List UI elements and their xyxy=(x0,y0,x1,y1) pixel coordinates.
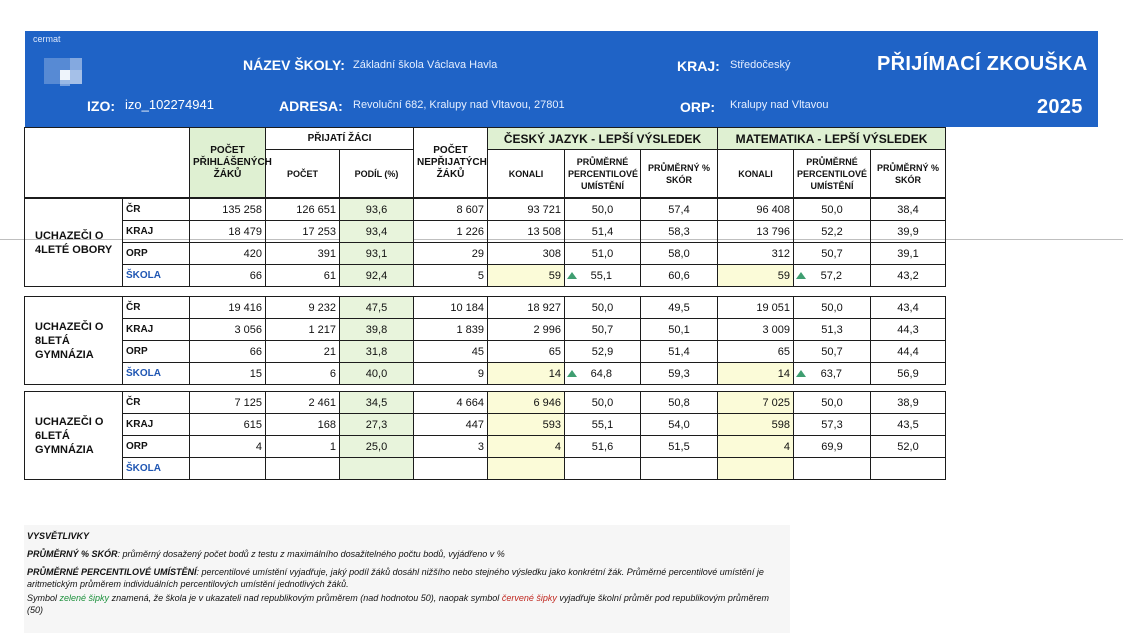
table-row xyxy=(25,297,946,319)
cell-cj-perc: 51,4 xyxy=(565,221,641,243)
row-label: ČR xyxy=(123,392,190,414)
cell-neprijati: 3 xyxy=(414,436,488,458)
cell-ma-skor: 38,4 xyxy=(871,199,946,221)
legend-perc-term: PRŮMĚRNÉ PERCENTILOVÉ UMÍSTĚNÍ xyxy=(27,567,197,577)
cell-prijati: 1 xyxy=(266,436,340,458)
cell-neprijati: 4 664 xyxy=(414,392,488,414)
group-label: UCHAZEČI O 4LETÉ OBORY xyxy=(25,199,123,287)
group-table xyxy=(24,296,946,385)
col-prijati-podil: PODÍL (%) xyxy=(340,150,414,198)
table-row xyxy=(25,199,946,221)
row-label: ORP xyxy=(123,243,190,265)
green-arrow-icon xyxy=(796,370,806,377)
col-ma-skor: PRŮMĚRNÝ % SKÓR xyxy=(871,150,946,198)
cell-prihlaseni: 19 416 xyxy=(190,297,266,319)
cell-cj-skor: 54,0 xyxy=(641,414,718,436)
cell-prijati: 61 xyxy=(266,265,340,287)
cell-podil: 93,6 xyxy=(340,199,414,221)
cell-cj-skor: 57,4 xyxy=(641,199,718,221)
cell-cj-skor: 58,0 xyxy=(641,243,718,265)
col-ma-konali: KONALI xyxy=(718,150,794,198)
cell-ma-konali: 3 009 xyxy=(718,319,794,341)
col-ma: MATEMATIKA - LEPŠÍ VÝSLEDEK xyxy=(718,128,946,150)
row-label: ČR xyxy=(123,199,190,221)
cell-ma-skor: 39,1 xyxy=(871,243,946,265)
cell-cj-skor: 50,8 xyxy=(641,392,718,414)
cell-ma-perc: 52,2 xyxy=(794,221,871,243)
cell-prijati: 1 217 xyxy=(266,319,340,341)
cell-cj-skor xyxy=(641,458,718,480)
cell-cj-skor: 51,4 xyxy=(641,341,718,363)
cell-ma-skor: 39,9 xyxy=(871,221,946,243)
cell-cj-perc: 50,0 xyxy=(565,392,641,414)
cell-cj-perc: 50,0 xyxy=(565,297,641,319)
cell-cj-perc xyxy=(565,363,641,385)
cell-ma-skor: 44,4 xyxy=(871,341,946,363)
orp-value: Kralupy nad Vltavou xyxy=(730,99,829,111)
cell-podil: 40,0 xyxy=(340,363,414,385)
cell-ma-perc: 57,3 xyxy=(794,414,871,436)
col-prijati: PŘIJATÍ ŽÁCI xyxy=(266,128,414,150)
cell-ma-konali: 312 xyxy=(718,243,794,265)
cell-podil: 27,3 xyxy=(340,414,414,436)
cell-cj-skor: 51,5 xyxy=(641,436,718,458)
cell-ma-konali: 96 408 xyxy=(718,199,794,221)
cell-prijati: 168 xyxy=(266,414,340,436)
region-label: KRAJ: xyxy=(677,58,720,74)
cell-value: 63,7 xyxy=(820,367,842,380)
cell-cj-konali: 2 996 xyxy=(488,319,565,341)
cell-prijati: 17 253 xyxy=(266,221,340,243)
year: 2025 xyxy=(1037,96,1083,118)
row-label: KRAJ xyxy=(123,414,190,436)
cell-cj-skor: 60,6 xyxy=(641,265,718,287)
legend-red-arrows: červené šipky xyxy=(501,593,557,603)
cell-cj-perc: 55,1 xyxy=(565,414,641,436)
table-row xyxy=(25,243,946,265)
table-row xyxy=(25,363,946,385)
cell-prihlaseni: 66 xyxy=(190,341,266,363)
cell-ma-konali: 598 xyxy=(718,414,794,436)
cell-prijati: 2 461 xyxy=(266,392,340,414)
cell-podil: 47,5 xyxy=(340,297,414,319)
legend-title: VYSVĚTLIVKY xyxy=(27,531,90,541)
cell-ma-konali: 4 xyxy=(718,436,794,458)
table-row xyxy=(25,221,946,243)
cell-cj-skor: 58,3 xyxy=(641,221,718,243)
cell-ma-skor: 56,9 xyxy=(871,363,946,385)
col-prihlaseni: POČET PŘIHLÁŠENÝCH ŽÁKŮ xyxy=(190,128,266,198)
cell-ma-konali: 65 xyxy=(718,341,794,363)
school-label: NÁZEV ŠKOLY: xyxy=(243,57,345,73)
region-value: Středočeský xyxy=(730,59,791,71)
cell-neprijati: 447 xyxy=(414,414,488,436)
school-value: Základní škola Václava Havla xyxy=(353,59,498,71)
logo-text: cermat xyxy=(33,34,61,44)
cell-ma-perc: 50,0 xyxy=(794,199,871,221)
row-label: ORP xyxy=(123,341,190,363)
cell-prihlaseni xyxy=(190,458,266,480)
cell-prihlaseni: 15 xyxy=(190,363,266,385)
cell-ma-konali: 7 025 xyxy=(718,392,794,414)
row-label: ŠKOLA xyxy=(123,265,190,287)
cell-cj-konali: 13 508 xyxy=(488,221,565,243)
cell-ma-skor: 43,4 xyxy=(871,297,946,319)
cell-value: 64,8 xyxy=(590,367,612,380)
cell-cj-konali: 14 xyxy=(488,363,565,385)
cell-ma-skor: 43,2 xyxy=(871,265,946,287)
cell-prihlaseni: 4 xyxy=(190,436,266,458)
cell-prijati: 21 xyxy=(266,341,340,363)
row-label: ORP xyxy=(123,436,190,458)
cell-prihlaseni: 66 xyxy=(190,265,266,287)
cell-prijati: 9 232 xyxy=(266,297,340,319)
cell-ma-perc: 50,0 xyxy=(794,392,871,414)
cell-prihlaseni: 135 258 xyxy=(190,199,266,221)
row-label: ŠKOLA xyxy=(123,363,190,385)
row-label: KRAJ xyxy=(123,319,190,341)
cell-cj-perc: 50,0 xyxy=(565,199,641,221)
cell-ma-skor: 43,5 xyxy=(871,414,946,436)
cermat-logo xyxy=(32,34,84,90)
row-label: ŠKOLA xyxy=(123,458,190,480)
cell-cj-konali: 59 xyxy=(488,265,565,287)
cell-cj-konali: 6 946 xyxy=(488,392,565,414)
cell-prijati: 126 651 xyxy=(266,199,340,221)
cell-cj-perc xyxy=(565,265,641,287)
group-label: UCHAZEČI O 6LETÁ GYMNÁZIA xyxy=(25,392,123,480)
col-cj-skor: PRŮMĚRNÝ % SKÓR xyxy=(641,150,718,198)
legend-skor-text: : průměrný dosažený počet bodů z testu z maximálního dosažitelného počtu bodů, vyjádřeno v % xyxy=(117,549,505,559)
cell-cj-perc: 51,0 xyxy=(565,243,641,265)
cell-neprijati: 10 184 xyxy=(414,297,488,319)
cell-ma-perc: 50,7 xyxy=(794,243,871,265)
cell-cj-perc: 52,9 xyxy=(565,341,641,363)
cell-neprijati: 9 xyxy=(414,363,488,385)
cell-ma-perc xyxy=(794,265,871,287)
row-label: KRAJ xyxy=(123,221,190,243)
cell-podil: 25,0 xyxy=(340,436,414,458)
cell-cj-skor: 50,1 xyxy=(641,319,718,341)
green-arrow-icon xyxy=(567,272,577,279)
cell-podil xyxy=(340,458,414,480)
table-row xyxy=(25,414,946,436)
cell-cj-konali: 18 927 xyxy=(488,297,565,319)
cell-neprijati: 45 xyxy=(414,341,488,363)
cell-neprijati: 29 xyxy=(414,243,488,265)
cell-prihlaseni: 420 xyxy=(190,243,266,265)
legend-perc-text: : percentilové umístění vyjadřuje, jaký podíl žáků dosáhl nižšího nebo stejného výsledku jako konkrétní žák. Průměrné percentilové umístění je aritmetickým průměrem individuálních percentilových umístění jednotlivých žáků. xyxy=(27,567,764,589)
cell-prijati: 6 xyxy=(266,363,340,385)
group-table xyxy=(24,198,946,287)
col-neprijati: POČET NEPŘIJATÝCH ŽÁKŮ xyxy=(414,128,488,198)
col-prijati-pocet: POČET xyxy=(266,150,340,198)
col-cj: ČESKÝ JAZYK - LEPŠÍ VÝSLEDEK xyxy=(488,128,718,150)
cell-neprijati: 1 839 xyxy=(414,319,488,341)
cell-cj-perc: 51,6 xyxy=(565,436,641,458)
cell-value: 57,2 xyxy=(820,269,842,282)
cell-podil: 39,8 xyxy=(340,319,414,341)
address-label: ADRESA: xyxy=(279,98,343,114)
address-value: Revoluční 682, Kralupy nad Vltavou, 27801 xyxy=(353,99,565,111)
green-arrow-icon xyxy=(567,370,577,377)
results-header xyxy=(24,127,946,198)
corner-cell xyxy=(25,128,190,198)
table-row xyxy=(25,265,946,287)
col-cj-percentil: PRŮMĚRNÉ PERCENTILOVÉ UMÍSTĚNÍ xyxy=(565,150,641,198)
legend-symbol-a: Symbol xyxy=(27,593,58,603)
cell-prijati: 391 xyxy=(266,243,340,265)
table-row xyxy=(25,341,946,363)
izo-value: izo_102274941 xyxy=(125,97,214,112)
legend-skor-term: PRŮMĚRNÝ % SKÓR xyxy=(27,549,118,559)
orp-label: ORP: xyxy=(680,99,715,115)
legend xyxy=(24,525,790,633)
cell-cj-perc xyxy=(565,458,641,480)
cell-podil: 93,4 xyxy=(340,221,414,243)
cell-ma-konali: 19 051 xyxy=(718,297,794,319)
cell-neprijati xyxy=(414,458,488,480)
cell-neprijati: 1 226 xyxy=(414,221,488,243)
header-banner xyxy=(25,31,1098,127)
cell-ma-konali: 14 xyxy=(718,363,794,385)
table-row xyxy=(25,319,946,341)
cell-ma-perc xyxy=(794,363,871,385)
cell-prihlaseni: 3 056 xyxy=(190,319,266,341)
page-title: PŘIJÍMACÍ ZKOUŠKA xyxy=(877,53,1088,75)
cell-ma-konali: 59 xyxy=(718,265,794,287)
group-table xyxy=(24,391,946,480)
cell-prihlaseni: 7 125 xyxy=(190,392,266,414)
cell-podil: 31,8 xyxy=(340,341,414,363)
cell-ma-perc: 51,3 xyxy=(794,319,871,341)
izo-label: IZO: xyxy=(87,98,115,114)
cell-ma-konali xyxy=(718,458,794,480)
cell-podil: 93,1 xyxy=(340,243,414,265)
cell-ma-skor xyxy=(871,458,946,480)
table-row xyxy=(25,392,946,414)
cell-prihlaseni: 18 479 xyxy=(190,221,266,243)
cell-ma-perc: 50,0 xyxy=(794,297,871,319)
cell-prihlaseni: 615 xyxy=(190,414,266,436)
cell-cj-perc: 50,7 xyxy=(565,319,641,341)
cell-cj-konali: 308 xyxy=(488,243,565,265)
col-ma-percentil: PRŮMĚRNÉ PERCENTILOVÉ UMÍSTĚNÍ xyxy=(794,150,871,198)
cell-ma-skor: 38,9 xyxy=(871,392,946,414)
cell-ma-konali: 13 796 xyxy=(718,221,794,243)
cell-cj-skor: 49,5 xyxy=(641,297,718,319)
table-row xyxy=(25,458,946,480)
cell-cj-konali: 4 xyxy=(488,436,565,458)
cell-value: 55,1 xyxy=(590,269,612,282)
cell-ma-skor: 44,3 xyxy=(871,319,946,341)
group-label: UCHAZEČI O 8LETÁ GYMNÁZIA xyxy=(25,297,123,385)
green-arrow-icon xyxy=(796,272,806,279)
legend-symbol-c: vyjadřuje školní průměr pod republikovým průměrem (50) xyxy=(27,593,769,615)
cell-prijati xyxy=(266,458,340,480)
cell-ma-perc: 50,7 xyxy=(794,341,871,363)
col-cj-konali: KONALI xyxy=(488,150,565,198)
table-row xyxy=(25,436,946,458)
cell-cj-konali: 65 xyxy=(488,341,565,363)
cell-cj-konali: 93 721 xyxy=(488,199,565,221)
cell-ma-perc xyxy=(794,458,871,480)
cell-podil: 34,5 xyxy=(340,392,414,414)
legend-symbol-b: znamená, že škola je v ukazateli nad republikovým průměrem (nad hodnotou 50), naopak symbol xyxy=(111,593,500,603)
row-label: ČR xyxy=(123,297,190,319)
cell-cj-konali: 593 xyxy=(488,414,565,436)
cell-neprijati: 8 607 xyxy=(414,199,488,221)
cell-ma-skor: 52,0 xyxy=(871,436,946,458)
cell-ma-perc: 69,9 xyxy=(794,436,871,458)
cell-cj-skor: 59,3 xyxy=(641,363,718,385)
legend-green-arrows: zelené šipky xyxy=(59,593,110,603)
cell-podil: 92,4 xyxy=(340,265,414,287)
cell-cj-konali xyxy=(488,458,565,480)
cell-neprijati: 5 xyxy=(414,265,488,287)
